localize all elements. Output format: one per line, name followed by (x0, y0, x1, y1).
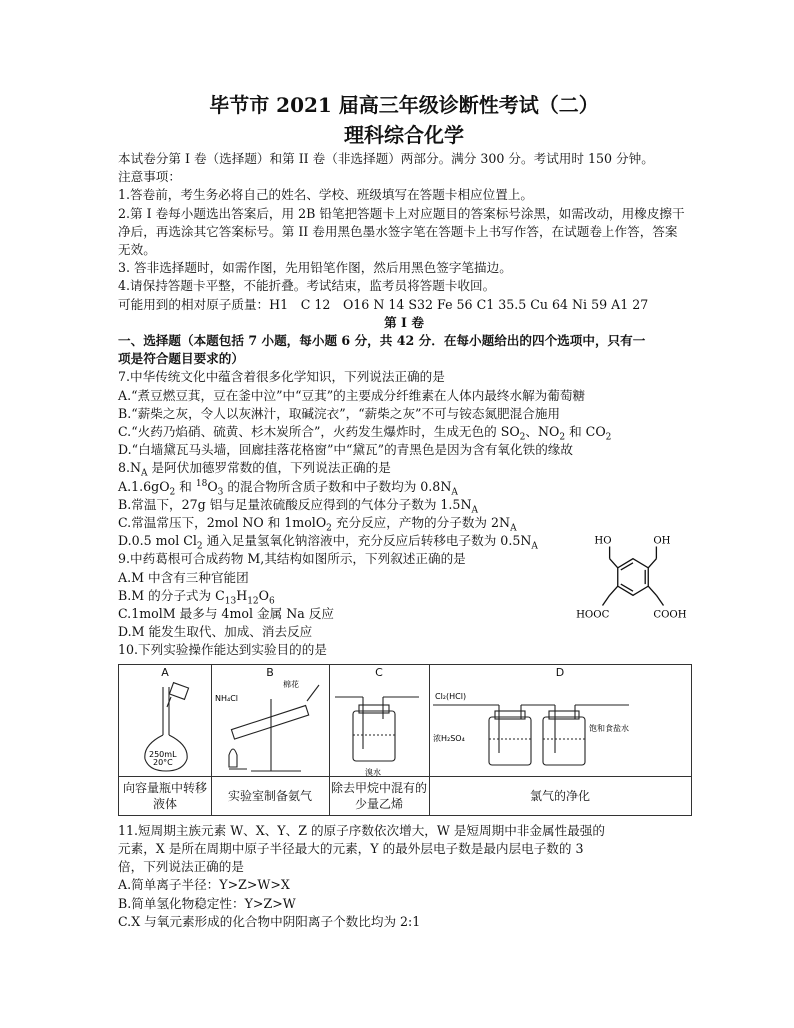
ammonia-prep-illustration (211, 679, 329, 777)
q9-option-a: A.M 中含有三种官能团 (118, 569, 249, 585)
q8-option-b: B.常温下，27g 铝与足量浓硫酸反应得到的气体分子数为 $1.5N_A$ (118, 496, 478, 516)
notice-2: 2.第 I 卷每小题选出答案后，用 2B 铅笔把答题卡上对应题目的答案标号涂黑，如需改动，用橡皮擦干净后，再选涂其它答案标号。第 II 卷用黑色墨水签字笔在答题卡上书写作答，在试题卷上作答，答案无效。 (118, 205, 685, 258)
experiment-d-letter: D (555, 665, 565, 679)
notice-1: 1.答卷前，考生务必将自己的姓名、学校、班级填写在答题卡相应位置上。 (118, 187, 534, 203)
flask-temp-label: 20°C (153, 757, 173, 767)
q11-option-b: B.简单氢化物稳定性：Y>Z>W (118, 895, 296, 911)
experiment-table (118, 664, 692, 816)
q11-option-c: C.X 与氧元素形成的化合物中阴阳离子个数比均为 2:1 (118, 913, 421, 929)
exam-title: 毕节市 2021 届高三年级诊断性考试（二） (209, 93, 599, 117)
notice-3: 3. 答非选择题时，如需作图，先用铅笔作图，然后用黑色签字笔描边。 (118, 260, 512, 276)
experiment-a-letter: A (161, 665, 169, 679)
q8-stem: $8.N_A$ 是阿伏加德罗常数的值，下列说法正确的是 (118, 460, 391, 479)
experiment-b-caption: 实验室制备氨气 (211, 776, 329, 815)
experiment-d-caption: 氯气的净化 (429, 776, 691, 815)
experiment-c-letter: C (375, 665, 383, 679)
q7-option-b: B.“薪柴之灰，令人以灰淋汁，取碱浣衣”，“薪柴之灰”不可与铵态氮肥混合施用 (118, 405, 561, 421)
q11-stem-2: 元素，X 是所在周期中原子半径最大的元素，Y 的最外层电子数是最内层电子数的 3 (118, 840, 584, 856)
experiment-c (329, 665, 430, 815)
exam-subtitle: 理科综合化学 (344, 123, 464, 147)
q7-option-d: D.“白墙黛瓦马头墙，回廊挂落花格窗”中“黛瓦”的青黑色是因为含有氧化铁的缘故 (118, 442, 573, 458)
label-cooh: COOH (653, 610, 687, 622)
molecule-structure (572, 528, 694, 626)
q9-option-d: D.M 能发生取代、加成、消去反应 (118, 624, 313, 640)
label-ho: HO (594, 535, 612, 547)
experiment-b (211, 665, 330, 815)
saturated-brine-label: 饱和食盐水 (589, 723, 629, 733)
q8-option-a: $A.1.6gO_2$ 和 $^{18}O_3$ 的混合物所含质子数和中子数均为 $0.8N_A$ (118, 478, 458, 498)
q9-stem: 9.中药葛根可合成药物 M,其结构如图所示，下列叙述正确的是 (118, 551, 466, 567)
experiment-b-letter: B (266, 665, 274, 679)
q9-option-b: B.M 的分子式为 $C_{13}H_{12}O_6$ (118, 587, 275, 607)
q11-stem-3: 倍，下列说法正确的是 (118, 859, 244, 875)
experiment-a-caption: 向容量瓶中转移液体 (119, 776, 211, 815)
notice-title: 注意事项： (118, 169, 181, 185)
section-heading: 第 I 卷 (384, 314, 424, 330)
cotton-label: 棉花 (283, 679, 299, 689)
volumetric-flask-illustration (119, 679, 211, 777)
label-oh: OH (653, 535, 671, 547)
q7-stem: 7.中华传统文化中蕴含着很多化学知识，下列说法正确的是 (118, 369, 445, 385)
chlorine-purification-illustration (429, 679, 691, 777)
q8-option-d: D.0.5 mol $Cl_2$ 通入足量氢氧化钠溶液中，充分反应后转移电子数为 $0.5N_A$ (118, 533, 538, 552)
flask-volume-label: 250mL (149, 749, 177, 759)
q8-option-c: C.常温常压下，2mol NO 和 1molO$_2$ 充分反应，产物的分子数为 $2N_A$ (118, 515, 517, 534)
experiment-d (429, 665, 691, 815)
bromine-water-label: 溴水 (365, 767, 381, 777)
experiment-c-caption: 除去甲烷中混有的少量乙烯 (329, 776, 429, 815)
section-intro-line2: 项是符合题目要求的） (118, 351, 244, 367)
conc-h2so4-label: 浓H₂SO₄ (433, 733, 465, 743)
gas-washing-bottle-c (329, 679, 429, 777)
q11-option-a: A.简单离子半径：Y>Z>W>X (118, 877, 290, 893)
experiment-a (119, 665, 212, 815)
q7-option-c: C.“火药乃焰硝、硫黄、杉木炭所合”，火药发生爆炸时，生成无色的 $SO_2$、$NO_2$ 和 $CO_2$ (118, 424, 612, 443)
cl2-hcl-label: Cl₂(HCl) (435, 691, 467, 701)
nh4cl-label: NH₄Cl (215, 693, 239, 703)
atomic-masses: 可能用到的相对原子质量：H1 C 12 O16 N 14 S32 Fe 56 C1 35.5 Cu 64 Ni 59 A1 27 (118, 296, 649, 312)
q9-option-c: C.1molM 最多与 4mol 金属 Na 反应 (118, 606, 334, 622)
exam-page (118, 92, 690, 931)
intro-description: 本试卷分第 I 卷（选择题）和第 II 卷（非选择题）两部分。满分 300 分。考试用时 150 分钟。 (118, 151, 654, 166)
q7-option-a: A.“煮豆燃豆萁，豆在釜中泣”中“豆萁”的主要成分纤维素在人体内最终水解为葡萄糖 (118, 387, 586, 403)
section-intro-line1: 一、选择题（本题包括 7 小题，每小题 6 分，共 42 分．在每小题给出的四个选项中，只有一 (118, 333, 646, 349)
notice-4: 4.请保持答题卡平整，不能折叠。考试结束，监考员将答题卡收回。 (118, 278, 496, 294)
q10-stem: 10.下列实验操作能达到实验目的的是 (118, 642, 327, 658)
label-hooc: HOOC (576, 610, 610, 622)
q11-stem-1: 11.短周期主族元素 W、X、Y、Z 的原子序数依次增大，W 是短周期中非金属性最强的 (118, 822, 605, 838)
